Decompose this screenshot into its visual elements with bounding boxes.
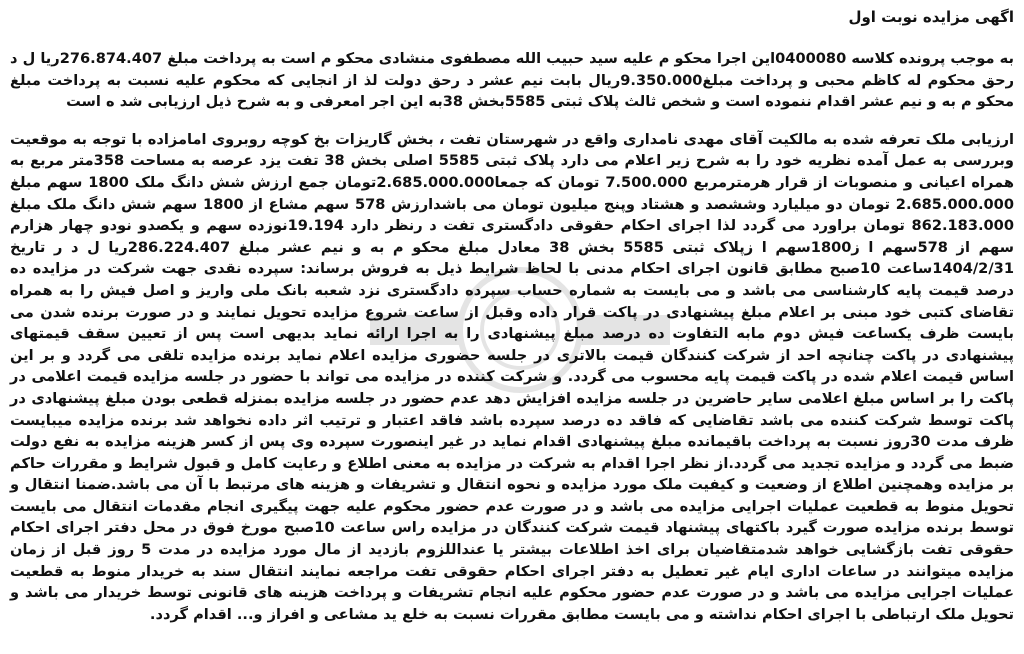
notice-title: اگهی مزایده نوبت اول xyxy=(848,8,1014,26)
body-paragraph: ارزیابی ملک تعرفه شده به مالکیت آقای مهدی نامداری واقع در شهرستان تفت ، بخش گاریزات بخ کوچه روبروی امامزاده با توجه به موقعیت وبررسی به عمل آمده نظریه خود را به شرح زیر اعلام می دارد پلاک ثبتی 5585 اصلی بخش 38 تفت یزد عرصه به مساحت 358متر مربع به همراه اعیانی و منصوبات از قرار هرمترمربع 7.500.000 تومان که جمعا2.685.000.000تومان جمع ارزش شش دانگ ملک 1800 سهم مبلغ 2.685.000.000 تومان دو میلیارد وششصد و هشتاد وپنج میلیون تومان می باشدارزش 578 سهم مشاع از 1800 سهم شش دانگ ملک مبلغ 862.183.000 تومان براورد می گردد لذا اجرای احکام حقوقی دادگستری تفت د رنظر دارد 19.194نوزده سهم و یکصدو نودو چهار هزارم سهم از 578سهم ا ز1800سهم ا زپلاک ثبتی 5585 بخش 38 معادل مبلغ محکو م به و نیم عشر مبلغ 286.224.407ریا ل د ر تاریخ 1404/2/31ساعت 10صبح مطابق قانون اجرای احکام مدنی با لحاظ شرایط ذیل به فروش برساند: سپرده نقدی جهت شرکت در مزایده ده درصد قیمت پایه کارشناسی می باشد و می بایست به شماره حساب سپرده دادگستری نزد شعبه بانک ملی واریز و اصل فیش را به همراه تقاضای کتبی خود مبنی بر اعلام مبلغ پیشنهادی در پاکت قرار داده وقبل از ساعت شروع مزایده تحویل نمایند و در صورت برنده شدن می بایست ظرف یکساعت فیش دوم مابه التفاوت ده درصد مبلغ پیشنهادی را به اجرا ارائه نماید بدیهی است پس از تعیین سقف قیمتهای پیشنهادی در پاکت چنانچه احد از شرکت کنندگان قیمت بالاتری در جلسه حضوری مزایده اعلام نماید برنده مزایده تلقی می گردد و بر این اساس قیمت اعلام شده در پاکت قیمت پایه محسوب می گردد. و شرکت کننده در مزایده می تواند با حضور در جلسه مزایده قیمت اعلامی در پاکت را بر اساس مبلغ اعلامی سایر حاضرین در جلسه مزایده افزایش دهد عدم حضور در جلسه مزایده بمنزله قطعی بودن مبلغ پیشنهادی در پاکت توسط شرکت کننده می باشد تقاضایی که فاقد ده درصد سپرده باشد فاقد اعتبار و ترتیب اثر داده نخواهد شد برنده مزایده میبایست ظرف مدت 30روز نسبت به پرداخت باقیمانده مبلغ پیشنهادی اقدام نماید در غیر اینصورت سپرده وی پس از کسر هزینه مزایده به نفع دولت ضبط می گردد و مزایده تجدید می گردد.از نظر اجرا اقدام به شرکت در مزایده به معنی اطلاع و رعایت کامل و قبول شرایط و مقررات حاکم بر مزایده وهمچنین اطلاع از وضعیت و کیفیت ملک مورد مزایده و نحوه انتقال و تشریفات و هزینه های مرتبط با آن می باشد.ضمنا انتقال و تحویل منوط به قطعیت عملیات اجرایی مزایده می باشد و در صورت عدم حضور محکوم علیه جهت پیگیری انجام مقدمات انتقال می بایست توسط برنده مزایده صورت گیرد باکتهای پیشنهاد قیمت شرکت کنندگان در مزایده راس ساعت 10صبح مورخ فوق در محل دفتر اجرای احکام حقوقی تفت بازگشایی خواهد شدمتقاضیان برای اخذ اطلاعات بیشتر یا عنداللزوم بازدید از مال مورد مزایده در مدت 5 روز قبل از زمان مزایده میتوانند در ساعات اداری ایام غیر تعطیل به دفتر اجرای احکام حقوقی تفت مراجعه نمایند انتقال سند به خریدار منوط به قطعیت عملیات اجرایی مزایده می باشد و در صورت عدم حضور محکوم علیه انجام تشریفات و پرداخت هزینه های قانونی توسط خریدار می باشد و تحویل ملک ارتباطی با اجرای احکام نداشته و می بایست مطابق مقررات نسبت به خلع ید مشاعی و افراز و... اقدام گردد. xyxy=(10,130,1015,623)
intro-paragraph: به موجب پرونده کلاسه 0400080این اجرا محکو م علیه سید حبیب الله مصطفوی منشادی محکو م است به پرداخت مبلغ 276.874.407ریا ل د رحق محکوم له کاظم محبی و پرداخت مبلغ9.350.000ریال بابت نیم عشر د رحق دولت لذ از انجایی که محکوم علیه نسبت به پرداخت مبلغ محکو م به و نیم عشر اقدام ننموده است و شخص ثالث پلاک ثبتی 5585بخش 38به این اجر امعرفی و به شرح ذیل ارزیابی شد ه است xyxy=(10,50,1014,111)
